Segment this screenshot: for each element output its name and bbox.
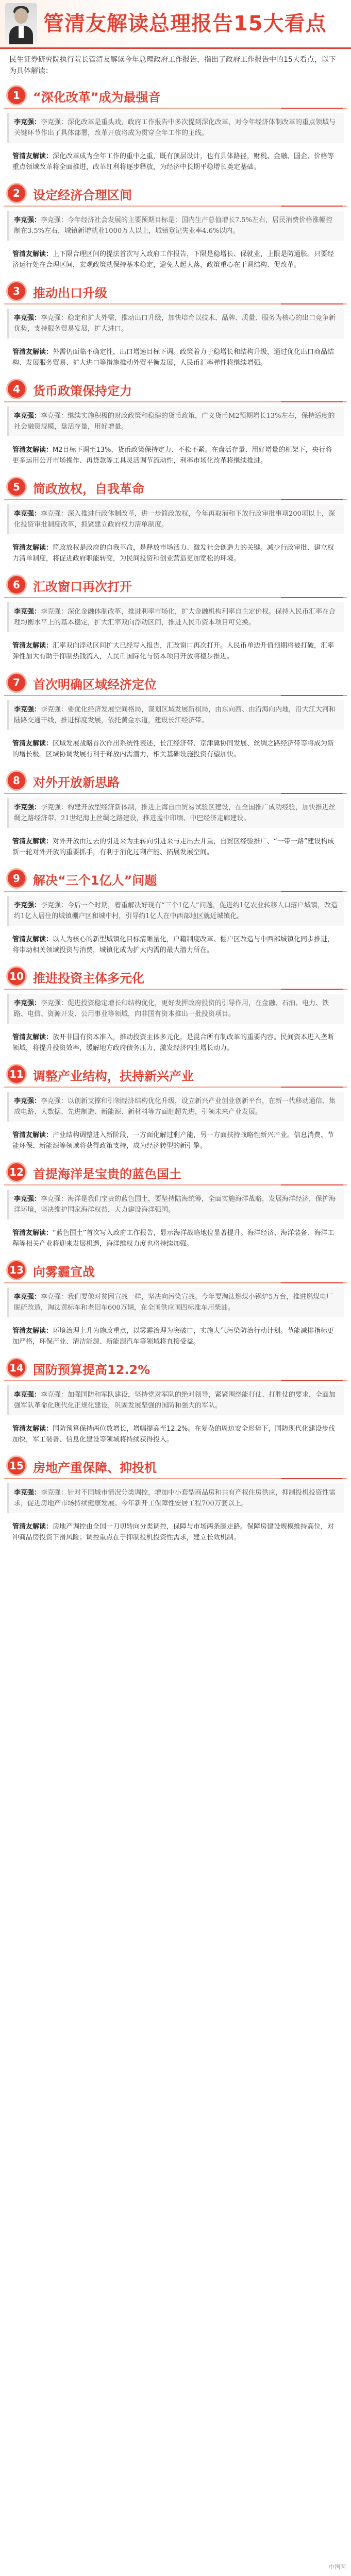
section-heading: 设定经济合理区间 bbox=[33, 188, 132, 202]
section-divider bbox=[281, 891, 343, 892]
section-number-badge: 6 bbox=[6, 574, 27, 595]
section-number-badge: 11 bbox=[6, 1064, 27, 1084]
section-number-badge: 7 bbox=[6, 672, 27, 693]
interpretation-label: 管清友解读： bbox=[12, 838, 53, 845]
quote-label: 李克强： bbox=[14, 118, 41, 126]
section-6 bbox=[0, 570, 351, 668]
section-number-badge: 14 bbox=[6, 1358, 27, 1378]
quote-block bbox=[7, 504, 344, 534]
section-title-bar bbox=[4, 573, 347, 598]
quote-label: 李克强： bbox=[14, 1489, 41, 1497]
section-heading: 推动出口升级 bbox=[33, 286, 107, 300]
section-title-bar bbox=[4, 867, 347, 892]
section-5 bbox=[0, 472, 351, 570]
section-heading: 货币政策保持定力 bbox=[33, 384, 132, 398]
quote-block bbox=[7, 211, 344, 241]
quote-label: 李克强： bbox=[14, 804, 41, 811]
section-divider bbox=[281, 1184, 343, 1185]
section-11 bbox=[0, 1060, 351, 1158]
section-title-bar bbox=[4, 280, 347, 304]
section-divider bbox=[281, 499, 343, 500]
interpretation-label: 管清友解读： bbox=[12, 152, 53, 160]
section-heading: 对外开放新思路 bbox=[33, 775, 120, 790]
quote-label: 李克强： bbox=[14, 706, 41, 714]
section-divider bbox=[281, 108, 343, 109]
sections-container bbox=[0, 81, 351, 1549]
interpretation-block bbox=[7, 1224, 344, 1253]
section-heading: “深化改革”成为最强音 bbox=[33, 90, 161, 105]
quote-block bbox=[7, 1287, 344, 1317]
section-divider bbox=[281, 793, 343, 794]
quote-text: 李克强：要优化经济发展空间格局，谋划区域发展新棋局，由东向西、由沿海向内地，沿大江大河和陆路交通干线，推进梯度发展，依托黄金水道，建设长江经济带。 bbox=[14, 706, 336, 724]
section-9 bbox=[0, 864, 351, 962]
quote-text: 李克强：深化金融体制改革，推进利率市场化，扩大金融机构利率自主定价权。保持人民币汇率在合理均衡水平上的基本稳定，扩大汇率双向浮动区间，推进人民币资本项目可兑换。 bbox=[14, 608, 336, 626]
interpretation-text: 对外开放由过去的引进来为主转向引进来与走出去并重，自贸区经验推广、“一带一路”建设构成新一轮对外开放的重要抓手，有利于消化过剩产能、拓展发展空间。 bbox=[12, 838, 335, 856]
section-heading: 调整产业结构，扶持新兴产业 bbox=[33, 1069, 194, 1083]
section-number-badge: 12 bbox=[6, 1162, 27, 1182]
interpretation-block bbox=[7, 343, 344, 372]
interpretation-text: 放开非国有资本准入，推动投资主体多元化，是混合所有制改革的重要内容。民间资本进入垄断领域，将提升投资效率，缓解地方政府债务压力，激发经济内生增长动力。 bbox=[12, 1033, 335, 1052]
interpretation-label: 管清友解读： bbox=[12, 1229, 53, 1237]
section-title-bar bbox=[4, 182, 347, 207]
section-divider bbox=[281, 1087, 343, 1088]
quote-label: 李克强： bbox=[14, 510, 41, 518]
quote-label: 李克强： bbox=[14, 608, 41, 616]
section-heading: 推进投资主体多元化 bbox=[33, 971, 144, 986]
interpretation-label: 管清友解读： bbox=[12, 642, 53, 650]
interpretation-text: 汇率双向浮动区间扩大已经写入报告，汇改窗口再次打开。人民币单边升值预期将被打破，汇率弹性加大有助于抑制热钱流入，人民币国际化与资本项目开放将稳步推进。 bbox=[12, 642, 335, 660]
interpretation-block bbox=[7, 930, 344, 960]
interpretation-block bbox=[7, 245, 344, 275]
section-number-badge: 2 bbox=[6, 183, 27, 204]
interpretation-text: 简政放权是政府的自我革命，是释放市场活力、激发社会创造力的关键。减少行政审批、建立权力清单制度，将促进政府职能转变，为民间投资和创业营造更加宽松的环境。 bbox=[12, 544, 335, 563]
section-title-bar bbox=[4, 671, 347, 696]
interpretation-text: 房地产调控由全国一刀切转向分类调控，保障与市场两条腿走路。保障房建设规模维持高位，对冲商品房投资下滑风险；调控重点在于抑制投机投资性需求，建立长效机制。 bbox=[12, 1523, 335, 1541]
section-number-badge: 9 bbox=[6, 868, 27, 889]
section-heading: 向雾霾宣战 bbox=[33, 1265, 95, 1279]
section-divider bbox=[281, 303, 343, 304]
interpretation-label: 管清友解读： bbox=[12, 348, 53, 356]
section-title-bar bbox=[4, 1063, 347, 1088]
section-divider bbox=[281, 989, 343, 990]
quote-text: 李克强：以创新支撑和引领经济结构优化升级，设立新兴产业创业创新平台，在新一代移动通信、集成电路、大数据、先进制造、新能源、新材料等方面赶超先进，引领未来产业发展。 bbox=[14, 1097, 336, 1116]
section-7 bbox=[0, 668, 351, 766]
section-number-badge: 5 bbox=[6, 477, 27, 497]
section-number-badge: 3 bbox=[6, 281, 27, 301]
section-number-badge: 15 bbox=[6, 1455, 27, 1476]
section-12 bbox=[0, 1158, 351, 1256]
section-number-badge: 8 bbox=[6, 770, 27, 791]
interpretation-label: 管清友解读： bbox=[12, 1131, 53, 1139]
interpretation-block bbox=[7, 147, 344, 177]
quote-block bbox=[7, 798, 344, 828]
interpretation-text: 上下限合理区间的提法首次写入政府工作报告，下限是稳增长、保就业，上限是防通胀。只要经济运行处在合理区间，宏观政策就保持基本稳定，避免大起大落，政策重心在于调结构、促改革。 bbox=[12, 250, 335, 269]
quote-label: 李克强： bbox=[14, 412, 41, 420]
quote-label: 李克强： bbox=[14, 216, 41, 224]
quote-text: 李克强：深化改革是重头戏，政府工作报告中多次提到深化改革，对今年经济体制改革的重点领域与关键环节作出了具体部署，改革开放将成为贯穿全年工作的主线。 bbox=[14, 118, 336, 137]
interpretation-text: 区域发展战略首次作出系统性表述，长江经济带、京津冀协同发展、丝绸之路经济带等将成为新的增长极。区域协调发展有利于释放内需潜力，相关基础设施投资有望加快。 bbox=[12, 740, 335, 758]
quote-label: 李克强： bbox=[14, 902, 41, 909]
section-number-badge: 4 bbox=[6, 379, 27, 399]
interpretation-block bbox=[7, 832, 344, 862]
quote-block bbox=[7, 602, 344, 632]
section-divider bbox=[281, 1380, 343, 1381]
quote-text: 李克强：今后一个时期，着重解决好现有“三个1亿人”问题，促进约1亿农业转移人口落户城镇，改造约1亿人居住的城镇棚户区和城中村，引导约1亿人在中西部地区就近城镇化。 bbox=[14, 902, 338, 920]
quote-label: 李克强： bbox=[14, 1293, 41, 1301]
quote-label: 李克强： bbox=[14, 1391, 41, 1399]
quote-text: 李克强：构建开放型经济新体制，推进上海自由贸易试验区建设，在全国推广成功经验，加快推进丝绸之路经济带、21世纪海上丝绸之路建设，推进孟中印缅、中巴经济走廊建设。 bbox=[14, 804, 336, 822]
section-3 bbox=[0, 277, 351, 375]
section-title-bar bbox=[4, 965, 347, 990]
interpretation-text: 产业结构调整进入新阶段，一方面化解过剩产能，另一方面扶持战略性新兴产业。信息消费、节能环保、新能源等领域将获得政策支持，成为经济转型的新引擎。 bbox=[12, 1131, 335, 1150]
interpretation-block bbox=[7, 440, 344, 470]
section-divider bbox=[281, 206, 343, 207]
watermark: 中国网 bbox=[329, 2564, 346, 2570]
quote-text: 李克强：加强国防和军队建设，坚持党对军队的绝对领导，紧紧围绕能打仗、打胜仗的要求，全面加强军队革命化现代化正规化建设，巩固发展坚强的国防和强大的军队。 bbox=[14, 1391, 336, 1410]
interpretation-text: 外需仍面临不确定性，出口增速目标下调。政策着力于稳增长和结构升级，通过优化出口商品结构、发展服务贸易、扩大进口等措施推动外贸平衡发展，人民币汇率弹性将继续增强。 bbox=[12, 348, 335, 367]
intro-paragraph: 民生证券研究院执行院长管清友解读今年总理政府工作报告，指出了政府工作报告中的15大看点，以下为具体解读： bbox=[9, 56, 336, 75]
interpretation-label: 管清友解读： bbox=[12, 1425, 53, 1433]
section-4 bbox=[0, 375, 351, 472]
quote-text: 李克强：促进投资稳定增长和结构优化，更好发挥政府投资的引导作用，在金融、石油、电力、铁路、电信、资源开发、公用事业等领域，向非国有资本推出一批投资项目。 bbox=[14, 999, 329, 1018]
quote-block bbox=[7, 1190, 344, 1219]
interpretation-text: 以人为核心的新型城镇化目标清晰量化，户籍制度改革、棚户区改造与中西部城镇化同步推进，将带动相关领域投资与消费，城镇化成为扩大内需的最大潜力所在。 bbox=[12, 936, 335, 954]
section-15 bbox=[0, 1451, 351, 1549]
interpretation-label: 管清友解读： bbox=[12, 446, 53, 454]
section-heading: 首次明确区域经济定位 bbox=[33, 677, 157, 692]
interpretation-block bbox=[7, 1517, 344, 1547]
quote-text: 李克强：继续实施积极的财政政策和稳健的货币政策，广义货币M2预期增长13%左右，保持适度的社会融资规模，盘活存量，用好增量。 bbox=[14, 412, 335, 431]
interpretation-text: 深化改革成为全年工作的重中之重，既有顶层设计，也有具体路径，财税、金融、国企、价格等重点领域改革将全面推进，改革红利将逐步释放，为经济中长期平稳增长奠定基础。 bbox=[12, 152, 335, 171]
section-divider bbox=[281, 695, 343, 696]
section-heading: 简政放权，自我革命 bbox=[33, 482, 144, 496]
interpretation-text: 环境治理上升为施政重点，以雾霾治理为突破口，实施大气污染防治行动计划。节能减排指标更加严格，环保产业、清洁能源、新能源汽车等领域将直接受益。 bbox=[12, 1327, 335, 1346]
interpretation-block bbox=[7, 1321, 344, 1351]
section-13 bbox=[0, 1256, 351, 1353]
quote-text: 李克强：今年经济社会发展的主要预期目标是：国内生产总值增长7.5%左右，居民消费价格涨幅控制在3.5%左右，城镇新增就业1000万人以上，城镇登记失业率4.6%以内。 bbox=[14, 216, 333, 235]
interpretation-block bbox=[7, 636, 344, 666]
quote-block bbox=[7, 309, 344, 338]
section-heading: 解决“三个1亿人”问题 bbox=[33, 873, 157, 888]
quote-text: 李克强：稳定和扩大外需，推动出口升级，加快培育以技术、品牌、质量、服务为核心的出口竞争新优势，支持服务贸易发展，扩大进口。 bbox=[14, 314, 336, 333]
interpretation-label: 管清友解读： bbox=[12, 1327, 53, 1335]
section-number-badge: 10 bbox=[6, 966, 27, 987]
quote-block bbox=[7, 406, 344, 436]
quote-block bbox=[7, 1385, 344, 1415]
quote-label: 李克强： bbox=[14, 1195, 41, 1203]
page-title: 管清友解读总理报告15大看点 bbox=[43, 12, 327, 36]
section-divider bbox=[281, 1282, 343, 1283]
interpretation-block bbox=[7, 1126, 344, 1156]
interpretation-block bbox=[7, 1419, 344, 1449]
interpretation-label: 管清友解读： bbox=[12, 936, 53, 943]
section-heading: 国防预算提高12.2% bbox=[33, 1363, 151, 1377]
interpretation-label: 管清友解读： bbox=[12, 740, 53, 748]
section-title-bar bbox=[4, 769, 347, 794]
interpretation-text: “蓝色国土”首次写入政府工作报告，显示海洋战略地位显著提升。海洋经济、海洋装备、海洋工程等相关产业将迎来发展机遇，海洋维权力度也将持续加强。 bbox=[12, 1229, 335, 1248]
section-heading: 房地产重保障、抑投机 bbox=[33, 1461, 157, 1475]
quote-block bbox=[7, 700, 344, 730]
section-title-bar bbox=[4, 1161, 347, 1185]
interpretation-label: 管清友解读： bbox=[12, 250, 53, 258]
section-1 bbox=[0, 81, 351, 179]
quote-label: 李克强： bbox=[14, 999, 41, 1007]
section-title-bar bbox=[4, 378, 347, 402]
quote-block bbox=[7, 896, 344, 926]
quote-label: 李克强： bbox=[14, 314, 41, 322]
section-divider bbox=[281, 401, 343, 402]
quote-block bbox=[7, 1092, 344, 1122]
quote-label: 李克强： bbox=[14, 1097, 41, 1105]
interpretation-block bbox=[7, 538, 344, 568]
section-divider bbox=[281, 597, 343, 598]
section-title-bar bbox=[4, 1357, 347, 1381]
section-title-bar bbox=[4, 1454, 347, 1479]
section-heading: 汇改窗口再次打开 bbox=[33, 580, 132, 594]
section-heading: 首提海洋是宝贵的蓝色国土 bbox=[33, 1167, 181, 1181]
quote-text: 李克强：海洋是我们宝贵的蓝色国土，要坚持陆海统筹，全面实施海洋战略，发展海洋经济，保护海洋环境，坚决维护国家海洋权益，大力建设海洋强国。 bbox=[14, 1195, 336, 1214]
section-number-badge: 1 bbox=[6, 85, 27, 106]
section-title-bar bbox=[4, 1259, 347, 1283]
quote-block bbox=[7, 994, 344, 1024]
interpretation-text: 国防预算保持两位数增长，增幅提高至12.2%。在复杂的周边安全形势下，国防现代化建设步伐加快，军工装备、信息化建设等领域将持续获得投入。 bbox=[12, 1425, 336, 1444]
interpretation-block bbox=[7, 1028, 344, 1058]
interpretation-label: 管清友解读： bbox=[12, 1523, 53, 1531]
quote-text: 李克强：深入推进行政体制改革，进一步简政放权，今年再取消和下放行政审批事项200项以上，深化投资审批制度改革，抓紧建立政府权力清单制度。 bbox=[14, 510, 335, 529]
interpretation-label: 管清友解读： bbox=[12, 1033, 53, 1041]
section-10 bbox=[0, 962, 351, 1060]
quote-text: 李克强：我们要像对贫困宣战一样，坚决向污染宣战。今年要淘汰燃煤小锅炉5万台，推进燃煤电厂脱硫改造，淘汰黄标车和老旧车600万辆，在全国供应国四标准车用柴油。 bbox=[14, 1293, 333, 1312]
interpretation-label: 管清友解读： bbox=[12, 544, 53, 552]
interpretation-text: M2目标下调至13%，货币政策保持定力、不松不紧。在盘活存量、用好增量的框架下，央行将更多运用公开市场操作、再贷款等工具灵活调节流动性，利率市场化改革将继续推进。 bbox=[12, 446, 332, 465]
section-14 bbox=[0, 1353, 351, 1451]
quote-block bbox=[7, 113, 344, 143]
section-divider bbox=[281, 1478, 343, 1479]
quote-text: 李克强：针对不同城市情况分类调控，增加中小套型商品房和共有产权住房供应，抑制投机投资性需求，促进房地产市场持续健康发展。今年新开工保障性安居工程700万套以上。 bbox=[14, 1489, 336, 1507]
author-avatar bbox=[5, 3, 37, 44]
section-8 bbox=[0, 766, 351, 864]
section-number-badge: 13 bbox=[6, 1260, 27, 1280]
section-title-bar bbox=[4, 84, 347, 109]
interpretation-block bbox=[7, 734, 344, 764]
section-title-bar bbox=[4, 476, 347, 500]
section-2 bbox=[0, 179, 351, 277]
header bbox=[0, 0, 351, 49]
quote-block bbox=[7, 1483, 344, 1513]
